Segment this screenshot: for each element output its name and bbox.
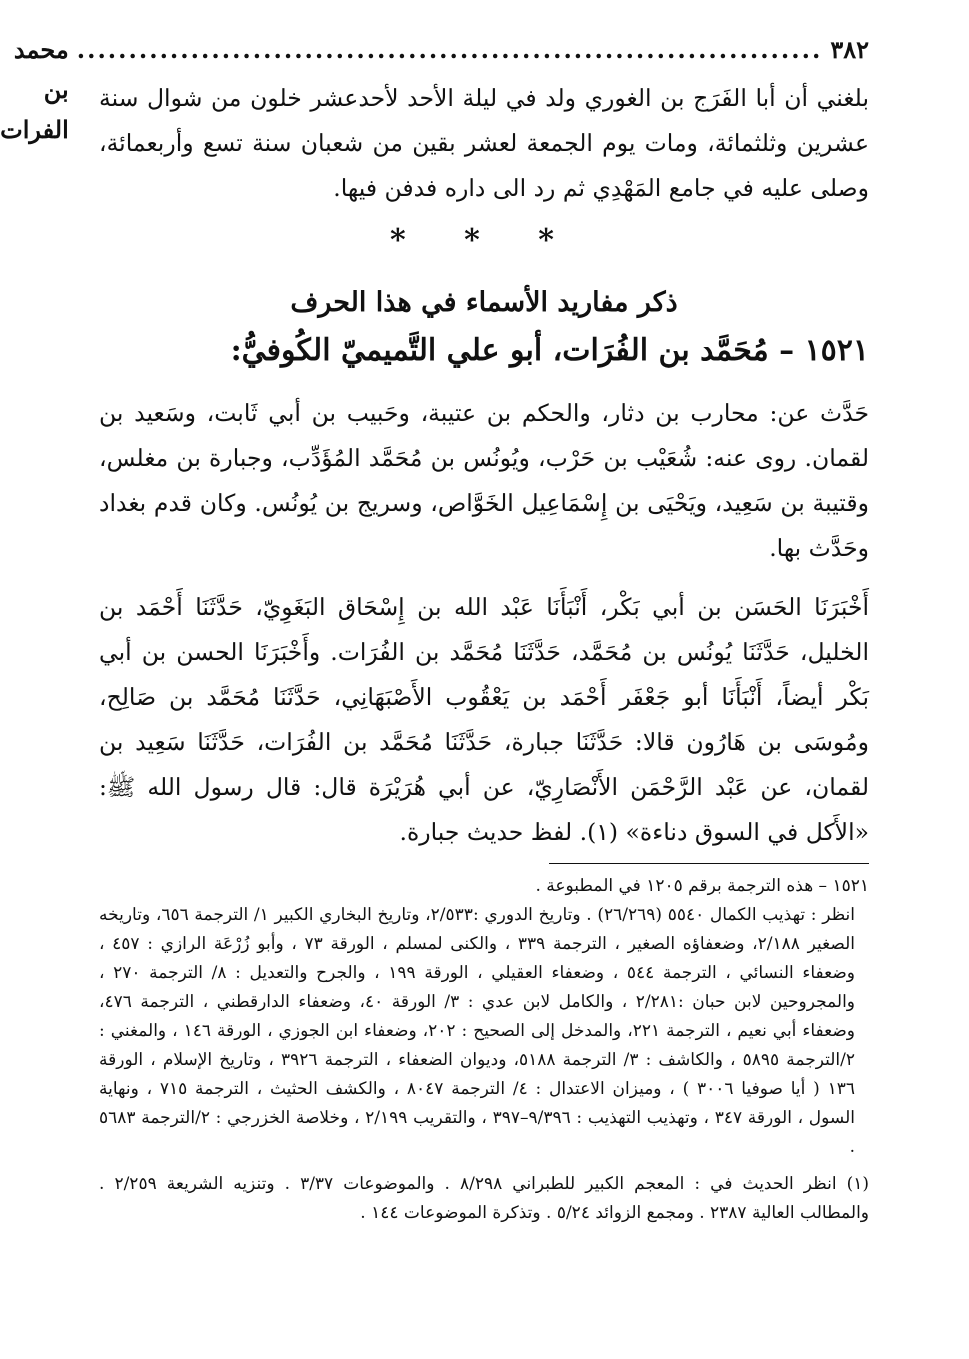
section-title: ذكر مفاريد الأسماء في هذا الحرف [290,287,678,318]
entry-title: ١٥٢١ – مُحَمَّد بن الفُرَات، أبو علي التَّميميّ الكُوفيُّ: [230,333,869,368]
footnote-divider [549,863,869,864]
entry-isnad-paragraph: أَخْبَرَنَا الحَسَن بن أبي بَكْر، أَنْبَأَنَا عَبْد الله بن إِسْحَاق البَغَوِيّ، حَدَّثَنَا أَحْمَد بن الخليل، حَدَّثَنَا يُونُس بن مُحَمَّد، حَدَّثَنَا مُحَمَّد بن الفُرَات. وأَخْبَرَنَا الحسن بن أبي بَكْر أيضاً، أَنْبَأَنَا أبو جَعْفَر أَحْمَد بن يَعْقُوب الأَصْبَهَانِي، حَدَّثَنَا مُحَمَّد بن صَالِح، ومُوسَى بن هَارُون قالا: حَدَّثَنَا جبارة، حَدَّثَنَا مُحَمَّد بن الفُرَات، حَدَّثَنَا سَعِيد بن لقمان، عن عَبْد الرَّحْمَن الأَنْصَارِيّ، عن أبي هُرَيْرَة قال: قال رسول الله ﷺ: «الأَكل في السوق دناءة» (١). لفظ حديث جبارة. [99,593,869,846]
footnote-entry-intro: ١٥٢١ – هذه الترجمة برقم ١٢٠٥ في المطبوعة . [535,876,869,896]
entry-bio-paragraph: حَدَّث عن: محارب بن دثار، والحكم بن عتيبة، وحَبيب بن أبي ثَابت، وسَعيد بن لقمان. روى عنه: شُعَيْب بن حَرْب، ويُونُس بن مُحَمَّد المُؤَدِّب، وجبارة بن مغلس، وقتيبة بن سَعِيد، ويَحْيَى بن إِسْمَاعِيل الخَوَّاص، وسريج بن يُونُس. وكان قدم بغداد وحَدَّث بها. [99,399,869,562]
running-title: محمد بن الفرات [0,35,69,144]
footnote-1: (١) انظر الحديث في : المعجم الكبير للطبراني ٨/٢٩٨ . والموضوعات ٣/٣٧ . وتنزيه الشريعة ٢/٢٥٩ . والمطالب العالية ٢٣٨٧ . ومجمع الزوائد ٥/٢٤ . وتذكرة الموضوعات ١٤٤ . [99,1174,869,1223]
section-separator: * * * [390,223,578,258]
page-number: ٣٨٢ [830,35,869,64]
intro-paragraph: بلغني أن أبا الفَرَج بن الغوري ولد في ليلة الأحد لأحدعشر خلون من شوال سنة عشرين وثلثمائة، ومات يوم الجمعة لعشر بقين من شعبان سنة تسع وأربعمائة، وصلى عليه في جامع المَهْدِي ثم رد الى داره فدفن فيها. [99,84,869,202]
footnotes [99,872,869,1228]
book-page [0,30,869,1228]
header-dots: ........................................................................ [76,35,823,64]
footnote-entry-references: انظر : تهذيب الكمال ٥٥٤٠ (٢٦/٢٦٩) . وتاريخ الدوري :٢/٥٣٣، وتاريخ البخاري الكبير ١/ الترجمة ٦٥٦، وتاريخه الصغير ٢/١٨٨، وضعفاؤه الصغير ، الترجمة ٣٣٩ ، والكنى لمسلم ، الورقة ٧٣ ، وأبو زُرْعَة الرازي : ٤٥٧ ، وضعفاء النسائي ، الترجمة ٥٤٤ ، وضعفاء العقيلي ، الورقة ١٩٩ ، والجرح والتعديل : ٨/ الترجمة ٢٧٠ ، والمجروحين لابن حبان :٢/٢٨١ ، والكامل لابن عدي : ٣/ الورقة ٤٠، وضعفاء الدارقطني ، الترجمة ٤٧٦، وضعفاء أبي نعيم ، الترجمة ٢٢١، والمدخل إلى الصحيح : ٢٠٢، وضعفاء ابن الجوزي ، الورقة ١٤٦ ، والمغني : ٢/الترجمة ٥٨٩٥ ، والكاشف : ٣/ الترجمة ٥١٨٨، وديوان الضعفاء ، الترجمة ٣٩٢٦ ، وتاريخ الإسلام ، الورقة ١٣٦ ( أيا صوفيا ٣٠٠٦ ) ، وميزان الاعتدال : ٤/ الترجمة ٨٠٤٧ ، والكشف الحثيث ، الترجمة ٧١٥ ، ونهاية السول ، الورقة ٣٤٧ ، وتهذيب التهذيب : ٩/٣٩٦–٣٩٧ ، والتقريب ٢/١٩٩ ، وخلاصة الخزرجي : ٢/الترجمة ٥٦٨٣ . [99,905,856,1157]
